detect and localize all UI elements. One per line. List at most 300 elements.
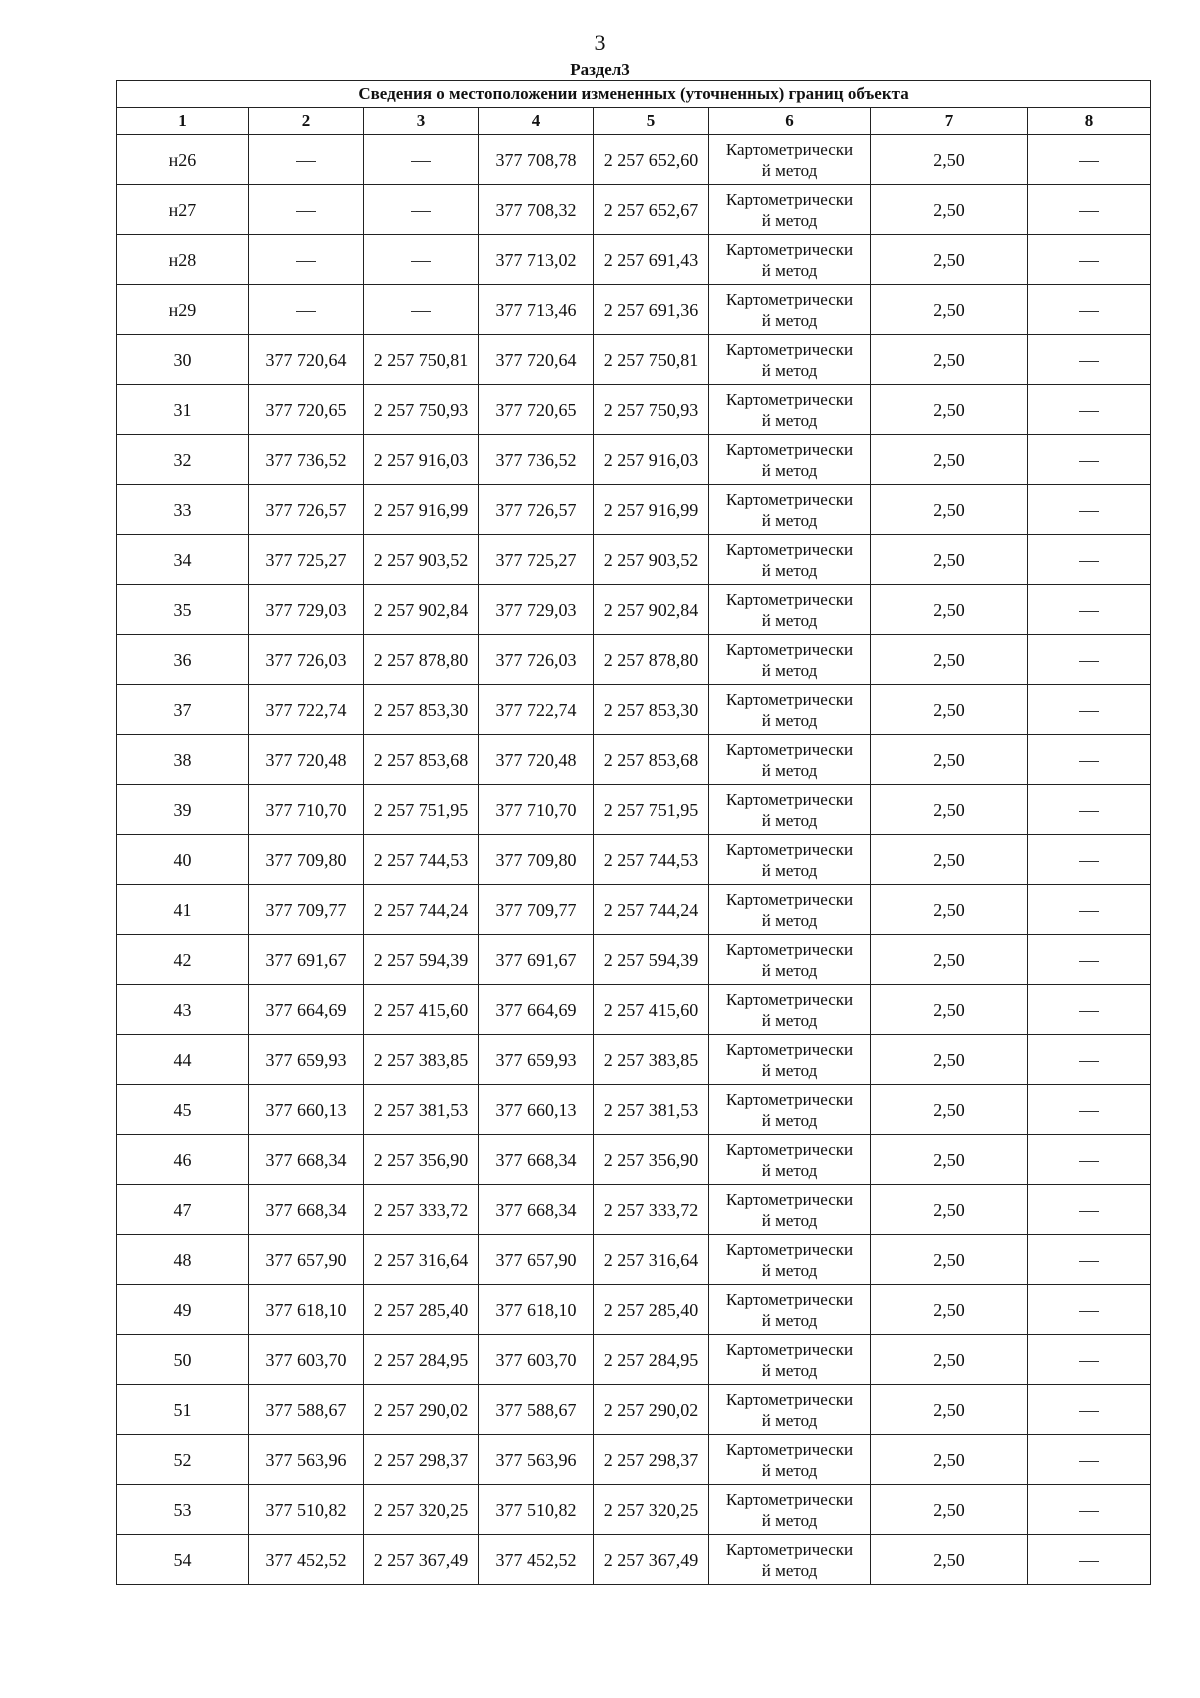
table-caption: Сведения о местоположении измененных (уточненных) границ объекта: [117, 81, 1151, 108]
method-cell: Картометрически й метод: [709, 635, 871, 685]
old-x-cell: 377 603,70: [249, 1335, 364, 1385]
old-y-cell: 2 257 298,37: [364, 1435, 479, 1485]
accuracy-cell: 2,50: [871, 135, 1028, 185]
point-number-cell: 50: [117, 1335, 249, 1385]
old-y-cell: 2 257 878,80: [364, 635, 479, 685]
method-cell: Картометрически й метод: [709, 1435, 871, 1485]
dash-mark: [411, 211, 431, 212]
table-row: [117, 735, 1151, 785]
old-x-cell: 377 720,65: [249, 385, 364, 435]
method-cell: Картометрически й метод: [709, 735, 871, 785]
dash-mark: [1079, 1461, 1099, 1462]
method-cell: Картометрически й метод: [709, 1335, 871, 1385]
old-x-cell: 377 510,82: [249, 1485, 364, 1535]
old-x-cell: 377 729,03: [249, 585, 364, 635]
old-x-cell: [249, 285, 364, 335]
description-cell: [1028, 635, 1151, 685]
old-x-cell: 377 709,77: [249, 885, 364, 935]
method-cell: Картометрически й метод: [709, 585, 871, 635]
table-row: [117, 1185, 1151, 1235]
description-cell: [1028, 1085, 1151, 1135]
old-x-cell: 377 659,93: [249, 1035, 364, 1085]
accuracy-cell: 2,50: [871, 1135, 1028, 1185]
old-x-cell: 377 726,57: [249, 485, 364, 535]
new-x-cell: 377 660,13: [479, 1085, 594, 1135]
old-y-cell: 2 257 285,40: [364, 1285, 479, 1335]
point-number-cell: н28: [117, 235, 249, 285]
old-x-cell: 377 726,03: [249, 635, 364, 685]
point-number-cell: 43: [117, 985, 249, 1035]
new-y-cell: 2 257 290,02: [594, 1385, 709, 1435]
point-number-cell: 52: [117, 1435, 249, 1485]
dash-mark: [1079, 1211, 1099, 1212]
new-x-cell: 377 563,96: [479, 1435, 594, 1485]
dash-mark: [1079, 411, 1099, 412]
dash-mark: [1079, 1111, 1099, 1112]
new-x-cell: 377 713,46: [479, 285, 594, 335]
accuracy-cell: 2,50: [871, 185, 1028, 235]
dash-mark: [1079, 511, 1099, 512]
table-row: [117, 1485, 1151, 1535]
new-y-cell: 2 257 652,60: [594, 135, 709, 185]
point-number-cell: 53: [117, 1485, 249, 1535]
dash-mark: [296, 211, 316, 212]
new-x-cell: 377 657,90: [479, 1235, 594, 1285]
method-cell: Картометрически й метод: [709, 235, 871, 285]
description-cell: [1028, 185, 1151, 235]
dash-mark: [1079, 461, 1099, 462]
dash-mark: [411, 161, 431, 162]
accuracy-cell: 2,50: [871, 285, 1028, 335]
new-y-cell: 2 257 744,53: [594, 835, 709, 885]
table-row: [117, 335, 1151, 385]
column-number-cell: 3: [364, 108, 479, 135]
point-number-cell: 47: [117, 1185, 249, 1235]
table-row: [117, 135, 1151, 185]
old-x-cell: 377 722,74: [249, 685, 364, 735]
point-number-cell: 39: [117, 785, 249, 835]
method-cell: Картометрически й метод: [709, 185, 871, 235]
method-cell: Картометрически й метод: [709, 1385, 871, 1435]
dash-mark: [1079, 711, 1099, 712]
new-x-cell: 377 603,70: [479, 1335, 594, 1385]
table-row: [117, 485, 1151, 535]
method-cell: Картометрически й метод: [709, 135, 871, 185]
old-x-cell: 377 657,90: [249, 1235, 364, 1285]
description-cell: [1028, 1035, 1151, 1085]
accuracy-cell: 2,50: [871, 885, 1028, 935]
method-cell: Картометрически й метод: [709, 1035, 871, 1085]
description-cell: [1028, 1385, 1151, 1435]
description-cell: [1028, 685, 1151, 735]
dash-mark: [1079, 761, 1099, 762]
dash-mark: [1079, 1511, 1099, 1512]
description-cell: [1028, 435, 1151, 485]
new-x-cell: 377 708,32: [479, 185, 594, 235]
old-x-cell: 377 709,80: [249, 835, 364, 885]
method-cell: Картометрически й метод: [709, 1535, 871, 1585]
dash-mark: [1079, 611, 1099, 612]
new-x-cell: 377 710,70: [479, 785, 594, 835]
accuracy-cell: 2,50: [871, 985, 1028, 1035]
dash-mark: [1079, 1411, 1099, 1412]
new-x-cell: 377 668,34: [479, 1135, 594, 1185]
description-cell: [1028, 935, 1151, 985]
old-x-cell: 377 691,67: [249, 935, 364, 985]
old-y-cell: 2 257 750,93: [364, 385, 479, 435]
description-cell: [1028, 985, 1151, 1035]
new-y-cell: 2 257 750,81: [594, 335, 709, 385]
accuracy-cell: 2,50: [871, 1335, 1028, 1385]
accuracy-cell: 2,50: [871, 485, 1028, 535]
new-x-cell: 377 452,52: [479, 1535, 594, 1585]
accuracy-cell: 2,50: [871, 685, 1028, 735]
accuracy-cell: 2,50: [871, 585, 1028, 635]
new-x-cell: 377 713,02: [479, 235, 594, 285]
point-number-cell: 36: [117, 635, 249, 685]
point-number-cell: н27: [117, 185, 249, 235]
dash-mark: [1079, 961, 1099, 962]
point-number-cell: 35: [117, 585, 249, 635]
old-y-cell: [364, 235, 479, 285]
new-y-cell: 2 257 751,95: [594, 785, 709, 835]
old-y-cell: 2 257 750,81: [364, 335, 479, 385]
point-number-cell: 44: [117, 1035, 249, 1085]
old-x-cell: 377 720,64: [249, 335, 364, 385]
dash-mark: [1079, 261, 1099, 262]
description-cell: [1028, 335, 1151, 385]
dash-mark: [1079, 861, 1099, 862]
accuracy-cell: 2,50: [871, 535, 1028, 585]
point-number-cell: 31: [117, 385, 249, 435]
old-x-cell: 377 588,67: [249, 1385, 364, 1435]
dash-mark: [1079, 1261, 1099, 1262]
new-x-cell: 377 709,80: [479, 835, 594, 885]
new-y-cell: 2 257 903,52: [594, 535, 709, 585]
accuracy-cell: 2,50: [871, 1085, 1028, 1135]
point-number-cell: 45: [117, 1085, 249, 1135]
table-row: [117, 1085, 1151, 1135]
method-cell: Картометрически й метод: [709, 1085, 871, 1135]
method-cell: Картометрически й метод: [709, 385, 871, 435]
method-cell: Картометрически й метод: [709, 885, 871, 935]
point-number-cell: 30: [117, 335, 249, 385]
dash-mark: [1079, 1061, 1099, 1062]
description-cell: [1028, 1485, 1151, 1535]
old-y-cell: 2 257 415,60: [364, 985, 479, 1035]
description-cell: [1028, 1235, 1151, 1285]
old-x-cell: 377 736,52: [249, 435, 364, 485]
accuracy-cell: 2,50: [871, 1435, 1028, 1485]
new-y-cell: 2 257 652,67: [594, 185, 709, 235]
dash-mark: [1079, 1361, 1099, 1362]
new-x-cell: 377 720,64: [479, 335, 594, 385]
new-y-cell: 2 257 853,30: [594, 685, 709, 735]
section-title: Раздел3: [570, 60, 630, 79]
table-row: [117, 385, 1151, 435]
description-cell: [1028, 385, 1151, 435]
new-x-cell: 377 729,03: [479, 585, 594, 635]
description-cell: [1028, 885, 1151, 935]
new-y-cell: 2 257 744,24: [594, 885, 709, 935]
new-y-cell: 2 257 594,39: [594, 935, 709, 985]
dash-mark: [1079, 1561, 1099, 1562]
old-y-cell: 2 257 751,95: [364, 785, 479, 835]
new-y-cell: 2 257 298,37: [594, 1435, 709, 1485]
description-cell: [1028, 835, 1151, 885]
accuracy-cell: 2,50: [871, 1235, 1028, 1285]
point-number-cell: н26: [117, 135, 249, 185]
old-x-cell: 377 710,70: [249, 785, 364, 835]
method-cell: Картометрически й метод: [709, 935, 871, 985]
accuracy-cell: 2,50: [871, 635, 1028, 685]
new-y-cell: 2 257 878,80: [594, 635, 709, 685]
description-cell: [1028, 1535, 1151, 1585]
method-cell: Картометрически й метод: [709, 785, 871, 835]
point-number-cell: 54: [117, 1535, 249, 1585]
column-number-cell: 6: [709, 108, 871, 135]
point-number-cell: 42: [117, 935, 249, 985]
description-cell: [1028, 1435, 1151, 1485]
method-cell: Картометрически й метод: [709, 335, 871, 385]
accuracy-cell: 2,50: [871, 785, 1028, 835]
old-y-cell: [364, 285, 479, 335]
old-x-cell: [249, 185, 364, 235]
old-x-cell: 377 660,13: [249, 1085, 364, 1135]
dash-mark: [1079, 211, 1099, 212]
new-x-cell: 377 588,67: [479, 1385, 594, 1435]
old-x-cell: 377 452,52: [249, 1535, 364, 1585]
old-y-cell: 2 257 853,30: [364, 685, 479, 735]
table-row: [117, 935, 1151, 985]
dash-mark: [1079, 311, 1099, 312]
point-number-cell: н29: [117, 285, 249, 335]
new-y-cell: 2 257 285,40: [594, 1285, 709, 1335]
dash-mark: [296, 261, 316, 262]
old-y-cell: 2 257 744,24: [364, 885, 479, 935]
new-x-cell: 377 726,57: [479, 485, 594, 535]
method-cell: Картометрически й метод: [709, 435, 871, 485]
table-row: [117, 1535, 1151, 1585]
table-row: [117, 635, 1151, 685]
new-y-cell: 2 257 316,64: [594, 1235, 709, 1285]
description-cell: [1028, 1135, 1151, 1185]
new-y-cell: 2 257 383,85: [594, 1035, 709, 1085]
old-y-cell: 2 257 333,72: [364, 1185, 479, 1235]
new-x-cell: 377 736,52: [479, 435, 594, 485]
column-number-row: [117, 108, 1151, 135]
accuracy-cell: 2,50: [871, 735, 1028, 785]
new-x-cell: 377 726,03: [479, 635, 594, 685]
new-y-cell: 2 257 320,25: [594, 1485, 709, 1535]
dash-mark: [1079, 561, 1099, 562]
table-body: [117, 135, 1151, 1585]
new-x-cell: 377 664,69: [479, 985, 594, 1035]
new-y-cell: 2 257 902,84: [594, 585, 709, 635]
table-row: [117, 1435, 1151, 1485]
accuracy-cell: 2,50: [871, 1035, 1028, 1085]
dash-mark: [1079, 1161, 1099, 1162]
column-number-cell: 2: [249, 108, 364, 135]
point-number-cell: 40: [117, 835, 249, 885]
old-x-cell: 377 720,48: [249, 735, 364, 785]
point-number-cell: 51: [117, 1385, 249, 1435]
table-row: [117, 1135, 1151, 1185]
point-number-cell: 32: [117, 435, 249, 485]
old-x-cell: 377 725,27: [249, 535, 364, 585]
dash-mark: [1079, 1311, 1099, 1312]
table-row: [117, 235, 1151, 285]
old-y-cell: 2 257 383,85: [364, 1035, 479, 1085]
description-cell: [1028, 1185, 1151, 1235]
old-y-cell: [364, 135, 479, 185]
description-cell: [1028, 235, 1151, 285]
method-cell: Картометрически й метод: [709, 835, 871, 885]
old-y-cell: 2 257 367,49: [364, 1535, 479, 1585]
old-x-cell: 377 664,69: [249, 985, 364, 1035]
old-x-cell: [249, 135, 364, 185]
table-row: [117, 1335, 1151, 1385]
old-y-cell: 2 257 903,52: [364, 535, 479, 585]
new-y-cell: 2 257 853,68: [594, 735, 709, 785]
column-number-cell: 7: [871, 108, 1028, 135]
old-y-cell: 2 257 916,99: [364, 485, 479, 535]
point-number-cell: 37: [117, 685, 249, 735]
table-row: [117, 985, 1151, 1035]
dash-mark: [1079, 161, 1099, 162]
method-cell: Картометрически й метод: [709, 1135, 871, 1185]
accuracy-cell: 2,50: [871, 435, 1028, 485]
description-cell: [1028, 535, 1151, 585]
new-y-cell: 2 257 691,36: [594, 285, 709, 335]
dash-mark: [296, 161, 316, 162]
old-y-cell: 2 257 290,02: [364, 1385, 479, 1435]
accuracy-cell: 2,50: [871, 1535, 1028, 1585]
new-y-cell: 2 257 381,53: [594, 1085, 709, 1135]
method-cell: Картометрически й метод: [709, 1285, 871, 1335]
new-y-cell: 2 257 284,95: [594, 1335, 709, 1385]
table-row: [117, 785, 1151, 835]
method-cell: Картометрически й метод: [709, 285, 871, 335]
new-y-cell: 2 257 750,93: [594, 385, 709, 435]
new-x-cell: 377 720,48: [479, 735, 594, 785]
old-x-cell: 377 668,34: [249, 1185, 364, 1235]
table-row: [117, 885, 1151, 935]
table-row: [117, 1035, 1151, 1085]
new-x-cell: 377 659,93: [479, 1035, 594, 1085]
accuracy-cell: 2,50: [871, 1385, 1028, 1435]
old-x-cell: 377 618,10: [249, 1285, 364, 1335]
table-row: [117, 685, 1151, 735]
description-cell: [1028, 285, 1151, 335]
description-cell: [1028, 585, 1151, 635]
new-y-cell: 2 257 367,49: [594, 1535, 709, 1585]
accuracy-cell: 2,50: [871, 335, 1028, 385]
new-x-cell: 377 708,78: [479, 135, 594, 185]
accuracy-cell: 2,50: [871, 935, 1028, 985]
table-row: [117, 535, 1151, 585]
old-y-cell: 2 257 356,90: [364, 1135, 479, 1185]
dash-mark: [411, 261, 431, 262]
column-number-cell: 8: [1028, 108, 1151, 135]
accuracy-cell: 2,50: [871, 1185, 1028, 1235]
dash-mark: [1079, 361, 1099, 362]
old-y-cell: 2 257 284,95: [364, 1335, 479, 1385]
method-cell: Картометрически й метод: [709, 1185, 871, 1235]
accuracy-cell: 2,50: [871, 835, 1028, 885]
old-y-cell: 2 257 320,25: [364, 1485, 479, 1535]
old-y-cell: 2 257 902,84: [364, 585, 479, 635]
method-cell: Картометрически й метод: [709, 535, 871, 585]
description-cell: [1028, 785, 1151, 835]
new-x-cell: 377 722,74: [479, 685, 594, 735]
new-y-cell: 2 257 691,43: [594, 235, 709, 285]
dash-mark: [1079, 911, 1099, 912]
description-cell: [1028, 1285, 1151, 1335]
accuracy-cell: 2,50: [871, 1285, 1028, 1335]
old-x-cell: [249, 235, 364, 285]
point-number-cell: 46: [117, 1135, 249, 1185]
page-number: 3: [594, 30, 606, 55]
table-row: [117, 1285, 1151, 1335]
dash-mark: [1079, 811, 1099, 812]
new-x-cell: 377 691,67: [479, 935, 594, 985]
point-number-cell: 38: [117, 735, 249, 785]
new-y-cell: 2 257 916,99: [594, 485, 709, 535]
new-y-cell: 2 257 415,60: [594, 985, 709, 1035]
method-cell: Картометрически й метод: [709, 1485, 871, 1535]
accuracy-cell: 2,50: [871, 235, 1028, 285]
accuracy-cell: 2,50: [871, 1485, 1028, 1535]
column-number-cell: 5: [594, 108, 709, 135]
new-y-cell: 2 257 333,72: [594, 1185, 709, 1235]
table-row: [117, 285, 1151, 335]
table-row: [117, 1385, 1151, 1435]
old-y-cell: 2 257 744,53: [364, 835, 479, 885]
point-number-cell: 48: [117, 1235, 249, 1285]
old-y-cell: 2 257 316,64: [364, 1235, 479, 1285]
dash-mark: [296, 311, 316, 312]
table-row: [117, 435, 1151, 485]
column-number-cell: 4: [479, 108, 594, 135]
new-x-cell: 377 725,27: [479, 535, 594, 585]
dash-mark: [1079, 1011, 1099, 1012]
old-y-cell: 2 257 594,39: [364, 935, 479, 985]
old-y-cell: 2 257 853,68: [364, 735, 479, 785]
dash-mark: [411, 311, 431, 312]
new-x-cell: 377 720,65: [479, 385, 594, 435]
table-row: [117, 1235, 1151, 1285]
column-number-cell: 1: [117, 108, 249, 135]
table-row: [117, 185, 1151, 235]
description-cell: [1028, 1335, 1151, 1385]
point-number-cell: 34: [117, 535, 249, 585]
description-cell: [1028, 135, 1151, 185]
method-cell: Картометрически й метод: [709, 985, 871, 1035]
dash-mark: [1079, 661, 1099, 662]
method-cell: Картометрически й метод: [709, 1235, 871, 1285]
new-y-cell: 2 257 916,03: [594, 435, 709, 485]
method-cell: Картометрически й метод: [709, 685, 871, 735]
table-row: [117, 835, 1151, 885]
new-x-cell: 377 668,34: [479, 1185, 594, 1235]
table-row: [117, 585, 1151, 635]
point-number-cell: 49: [117, 1285, 249, 1335]
point-number-cell: 33: [117, 485, 249, 535]
old-y-cell: [364, 185, 479, 235]
accuracy-cell: 2,50: [871, 385, 1028, 435]
old-y-cell: 2 257 381,53: [364, 1085, 479, 1135]
